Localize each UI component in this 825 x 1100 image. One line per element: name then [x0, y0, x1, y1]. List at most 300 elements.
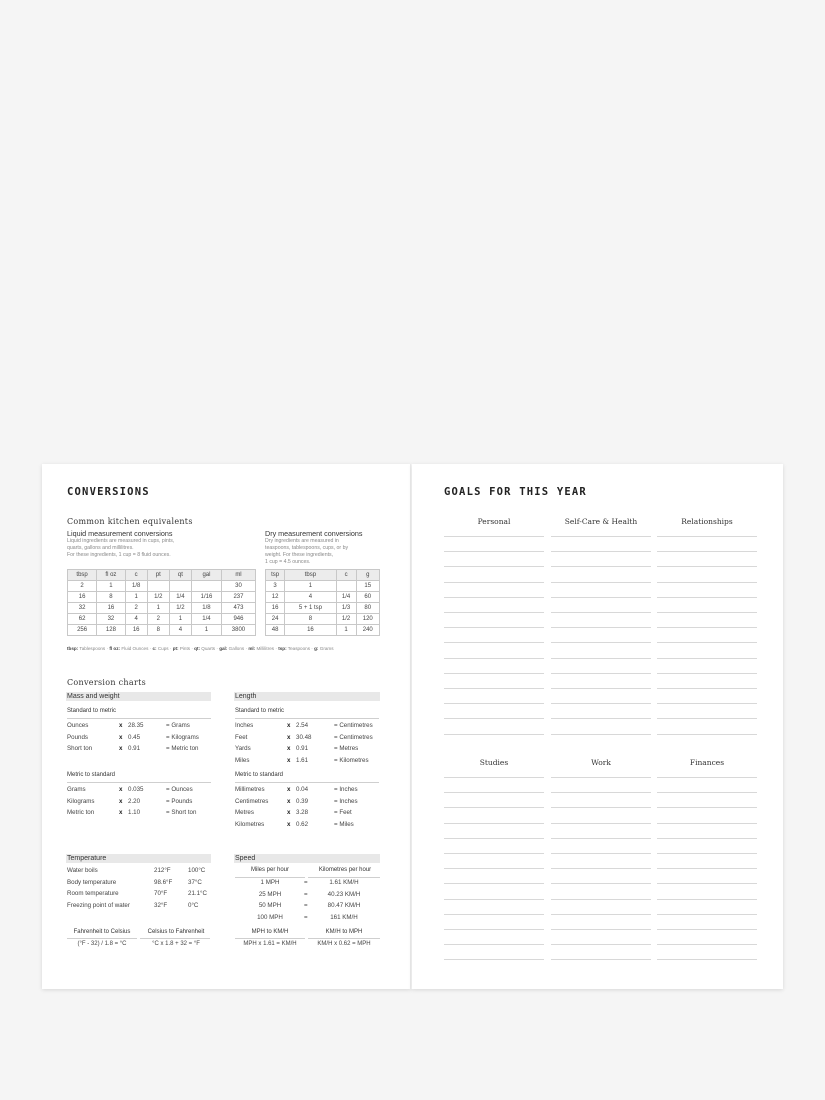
unit-from: Metres: [235, 809, 254, 816]
legend-item: pt: Pints: [172, 646, 191, 651]
goal-column-heading: Personal: [477, 517, 511, 526]
liquid-table-row: [68, 603, 256, 614]
goal-line: [551, 551, 651, 552]
goal-line: [657, 807, 757, 808]
unit-to: = Feet: [334, 809, 352, 816]
equals-sign: =: [304, 879, 308, 886]
dry-table-cell: [336, 581, 356, 592]
goal-line: [657, 823, 757, 824]
temp-f: 32°F: [154, 901, 168, 909]
goal-line: [551, 734, 651, 735]
equals-sign: =: [304, 902, 308, 909]
goal-line: [551, 944, 651, 945]
multiply-sign: x: [287, 797, 291, 805]
unit-from: Feet: [235, 733, 248, 741]
multiply-sign: x: [287, 786, 291, 793]
temp-c: 21.1°C: [188, 890, 207, 897]
unit-from: Grams: [67, 786, 86, 793]
unit-from: Metric ton: [67, 809, 95, 816]
factor: 28.35: [128, 722, 144, 729]
divider: [140, 938, 210, 939]
goal-line: [657, 642, 757, 643]
goal-line: [657, 914, 757, 915]
unit-to: = Pounds: [166, 797, 193, 805]
liquid-table-cell: 1: [97, 581, 125, 592]
goal-line: [551, 582, 651, 583]
dry-table-cell: 240: [356, 625, 379, 636]
liquid-table-row: [68, 614, 256, 625]
goal-column-heading: Relationships: [681, 517, 733, 526]
goal-line: [444, 823, 544, 824]
speed-col-mph: Miles per hour: [250, 867, 289, 873]
goal-column-heading: Studies: [479, 758, 509, 767]
liquid-table-cell: 237: [221, 592, 255, 603]
temp-f: 70°F: [154, 890, 168, 897]
temp-f: 212°F: [154, 867, 171, 874]
factor: 0.39: [296, 797, 309, 805]
length-std-to-metric-label: Standard to metric: [235, 708, 285, 714]
dry-note-line: Dry ingredients are measured in: [265, 538, 339, 544]
c2f-label: Celsius to Fahrenheit: [147, 929, 205, 935]
unit-from: Pounds: [67, 733, 88, 741]
unit-to: = Kilograms: [166, 733, 199, 741]
dry-table-cell: 15: [356, 581, 379, 592]
liquid-table-row: [68, 592, 256, 603]
liquid-table-header-row: [68, 570, 256, 581]
legend-item: qt: Quarts: [194, 646, 216, 651]
c2f-formula: °C x 1.8 + 32 = °F: [152, 941, 200, 947]
liquid-table-cell: [147, 581, 169, 592]
goal-line: [444, 582, 544, 583]
legend-abbr: ml:: [248, 646, 256, 651]
goal-line: [444, 718, 544, 719]
dry-note: [265, 538, 348, 566]
unit-to: = Inches: [334, 797, 358, 805]
goal-line: [657, 899, 757, 900]
goal-line: [444, 734, 544, 735]
goal-line: [444, 642, 544, 643]
multiply-sign: x: [119, 786, 123, 793]
liquid-table-cell: 1: [147, 603, 169, 614]
goal-line: [657, 582, 757, 583]
liquid-table-cell: 473: [221, 603, 255, 614]
temp-label: Room temperature: [67, 890, 119, 897]
legend-abbr: tsp:: [278, 646, 287, 651]
legend-abbr: g:: [314, 646, 319, 651]
multiply-sign: x: [119, 809, 123, 816]
liquid-table-cell: 1/16: [191, 592, 221, 603]
liquid-table-cell: 1: [169, 614, 191, 625]
dry-note-line: teaspoons, tablespoons, cups, or by: [265, 545, 349, 551]
multiply-sign: x: [119, 733, 123, 741]
dry-table-row: [266, 614, 380, 625]
unit-from: Short ton: [67, 745, 93, 752]
liquid-table-cell: 16: [125, 625, 147, 636]
dry-table-cell: 1: [336, 625, 356, 636]
multiply-sign: x: [119, 745, 123, 752]
goal-line: [657, 944, 757, 945]
unit-from: Kilometres: [235, 820, 265, 828]
unit-from: Miles: [235, 756, 250, 764]
goal-line: [444, 868, 544, 869]
temp-c: 100°C: [188, 867, 206, 874]
goal-line: [444, 792, 544, 793]
goal-line: [551, 658, 651, 659]
dry-table-cell: 4: [285, 592, 336, 603]
legend-item: c: Cups: [152, 646, 169, 651]
unit-to: = Metric ton: [166, 745, 199, 752]
unit-to: = Centimetres: [334, 722, 373, 729]
goal-line: [551, 536, 651, 537]
kitchen-equivalents-heading: Common kitchen equivalents: [67, 517, 193, 526]
liquid-table-header-cell: gal: [191, 570, 221, 581]
unit-to: = Inches: [334, 786, 358, 793]
goal-column-heading: Self-Care & Health: [564, 517, 638, 526]
goal-line: [657, 612, 757, 613]
divider: [235, 718, 379, 719]
liquid-table-header-cell: tbsp: [68, 570, 97, 581]
mass-metric-to-std-label: Metric to standard: [67, 772, 116, 778]
goal-line: [444, 929, 544, 930]
legend-item: gal: Gallons: [219, 646, 245, 651]
f2c-formula: (°F - 32) / 1.8 = °C: [77, 941, 127, 947]
liquid-table-cell: 32: [97, 614, 125, 625]
goal-line: [657, 838, 757, 839]
goal-line: [551, 777, 651, 778]
goal-line: [444, 883, 544, 884]
goal-line: [551, 838, 651, 839]
abbreviation-legend: tbsp: Tablespoons · fl oz: Fluid Ounces · c: Cups · pt: Pints · qt: Quarts · gal: Gallons · ml: Millilitres · tsp: Teaspoons · g: Grams: [67, 646, 334, 651]
liquid-table-header-cell: ml: [221, 570, 255, 581]
liquid-table-cell: 2: [68, 581, 97, 592]
liquid-note-line: Liquid ingredients are measured in cups, pints,: [67, 538, 175, 544]
temp-c: 0°C: [188, 901, 199, 909]
goal-line: [551, 597, 651, 598]
liquid-note: [67, 538, 174, 559]
speed-kmh: 1.61 KM/H: [329, 879, 359, 886]
speed-mph: 100 MPH: [257, 913, 283, 921]
goal-line: [444, 944, 544, 945]
liquid-table-cell: 4: [169, 625, 191, 636]
liquid-table-row: [68, 625, 256, 636]
liquid-table-row: [68, 581, 256, 592]
goal-line: [551, 792, 651, 793]
equals-sign: =: [304, 913, 308, 921]
goal-line: [444, 627, 544, 628]
liquid-table-cell: 128: [97, 625, 125, 636]
goal-line: [551, 688, 651, 689]
page-title: CONVERSIONS: [67, 486, 150, 498]
liquid-table-header-cell: pt: [147, 570, 169, 581]
factor: 2.20: [128, 797, 141, 805]
goal-line: [551, 612, 651, 613]
unit-from: Yards: [235, 745, 251, 752]
legend-item: fl oz: Fluid Ounces: [109, 646, 149, 651]
divider: [235, 782, 379, 783]
unit-from: Millimetres: [235, 786, 265, 793]
liquid-table-cell: [169, 581, 191, 592]
temp-label: Freezing point of water: [67, 901, 130, 909]
goal-line: [657, 566, 757, 567]
dry-table-header-cell: tbsp: [285, 570, 336, 581]
unit-to: = Short ton: [166, 809, 197, 816]
dry-table-row: [266, 581, 380, 592]
goal-line: [444, 914, 544, 915]
multiply-sign: x: [287, 733, 291, 741]
liquid-table-cell: 8: [97, 592, 125, 603]
liquid-note-line: quarts, gallons and millilitres.: [67, 545, 134, 551]
goal-line: [657, 703, 757, 704]
goal-line: [444, 838, 544, 839]
dry-table-cell: 80: [356, 603, 379, 614]
speed-heading: Speed: [234, 854, 380, 863]
equals-sign: =: [304, 890, 308, 898]
goal-line: [657, 551, 757, 552]
goal-column-heading: Work: [591, 758, 611, 767]
goal-line: [551, 673, 651, 674]
dry-table-cell: 16: [285, 625, 336, 636]
temp-f: 98.6°F: [154, 878, 173, 886]
dry-table-cell: 60: [356, 592, 379, 603]
liquid-table-header-cell: c: [125, 570, 147, 581]
liquid-table-cell: 1/4: [169, 592, 191, 603]
goal-line: [551, 929, 651, 930]
mass-std-to-metric-label: Standard to metric: [67, 708, 117, 714]
factor: 0.91: [296, 745, 309, 752]
multiply-sign: x: [119, 797, 123, 805]
liquid-table-cell: 8: [147, 625, 169, 636]
multiply-sign: x: [287, 809, 291, 816]
legend-item: g: Grams: [314, 646, 334, 651]
goal-line: [657, 959, 757, 960]
goal-line: [657, 688, 757, 689]
dry-table-cell: 3: [266, 581, 285, 592]
speed-mph: 50 MPH: [258, 902, 282, 909]
factor: 2.54: [296, 722, 309, 729]
divider: [308, 938, 380, 939]
dry-table-cell: 8: [285, 614, 336, 625]
factor: 3.28: [296, 809, 309, 816]
goal-line: [657, 718, 757, 719]
multiply-sign: x: [287, 722, 291, 729]
factor: 0.04: [296, 786, 309, 793]
goal-line: [444, 688, 544, 689]
liquid-table-cell: 1/2: [147, 592, 169, 603]
goal-line: [551, 627, 651, 628]
goal-line: [444, 807, 544, 808]
dry-table-cell: 24: [266, 614, 285, 625]
goals-page: [412, 464, 783, 989]
dry-table-cell: 16: [266, 603, 285, 614]
legend-item: tsp: Teaspoons: [278, 646, 311, 651]
liquid-table-cell: 16: [68, 592, 97, 603]
divider: [235, 938, 305, 939]
liquid-table-cell: 1: [191, 625, 221, 636]
goal-line: [551, 868, 651, 869]
unit-to: = Ounces: [166, 786, 193, 793]
goal-line: [657, 658, 757, 659]
liquid-table-cell: 1/8: [191, 603, 221, 614]
liquid-table-cell: 62: [68, 614, 97, 625]
mph-formula: MPH x 1.61 = KM/H: [243, 941, 297, 947]
kmh-formula: KM/H x 0.62 = MPH: [317, 941, 371, 947]
goal-line: [657, 853, 757, 854]
goal-line: [551, 718, 651, 719]
dry-heading: Dry measurement conversions: [265, 529, 363, 538]
unit-to: = Grams: [166, 722, 190, 729]
liquid-table-cell: [191, 581, 221, 592]
goal-line: [551, 959, 651, 960]
conversion-charts-heading: Conversion charts: [67, 678, 146, 687]
unit-to: = Kilometres: [334, 756, 369, 764]
dry-table-row: [266, 592, 380, 603]
liquid-note-line: For these ingredients, 1 cup = 8 fluid ounces.: [67, 552, 171, 558]
length-heading: Length: [234, 692, 380, 701]
temp-c: 37°C: [188, 878, 202, 886]
f2c-label: Fahrenheit to Celsius: [73, 929, 131, 935]
divider: [67, 782, 211, 783]
dry-table-cell: 1/4: [336, 592, 356, 603]
goal-line: [551, 566, 651, 567]
dry-table-cell: 1: [285, 581, 336, 592]
liquid-table-cell: 16: [97, 603, 125, 614]
dry-table-cell: 5 + 1 tsp: [285, 603, 336, 614]
mass-weight-heading: Mass and weight: [66, 692, 211, 701]
goal-line: [444, 551, 544, 552]
dry-table-header-cell: c: [336, 570, 356, 581]
goal-line: [551, 899, 651, 900]
goal-line: [551, 853, 651, 854]
goal-line: [444, 959, 544, 960]
dry-note-line: 1 cup = 4.5 ounces.: [265, 559, 311, 565]
length-metric-to-std-label: Metric to standard: [235, 772, 284, 778]
temperature-heading: Temperature: [66, 854, 211, 863]
dry-table-cell: 1/3: [336, 603, 356, 614]
unit-from: Centimetres: [235, 797, 269, 805]
dry-table-row: [266, 603, 380, 614]
multiply-sign: x: [287, 745, 291, 752]
goal-line: [444, 703, 544, 704]
factor: 1.10: [128, 809, 141, 816]
speed-mph: 25 MPH: [258, 890, 282, 898]
legend-abbr: c:: [152, 646, 157, 651]
goal-line: [657, 597, 757, 598]
legend-abbr: pt:: [172, 646, 179, 651]
speed-kmh: 40.23 KM/H: [327, 890, 361, 898]
goal-line: [657, 734, 757, 735]
dry-table-header-cell: tsp: [266, 570, 285, 581]
goal-line: [657, 883, 757, 884]
speed-kmh: 161 KM/H: [330, 913, 358, 921]
speed-col-kmh: Kilometres per hour: [318, 867, 372, 873]
goal-line: [657, 627, 757, 628]
goal-line: [657, 929, 757, 930]
goal-column-heading: Finances: [689, 758, 725, 767]
goal-line: [657, 536, 757, 537]
goal-line: [657, 777, 757, 778]
multiply-sign: x: [287, 756, 291, 764]
dry-table-cell: 1/2: [336, 614, 356, 625]
dry-table-header-cell: g: [356, 570, 379, 581]
legend-abbr: qt:: [194, 646, 201, 651]
goal-line: [444, 899, 544, 900]
multiply-sign: x: [119, 722, 123, 729]
goal-line: [551, 807, 651, 808]
unit-from: Ounces: [67, 722, 89, 729]
dry-note-line: weight. For these ingredients,: [265, 552, 334, 558]
liquid-table-cell: 1/4: [191, 614, 221, 625]
goal-line: [657, 792, 757, 793]
divider: [308, 877, 380, 878]
kmh-label: KM/H to MPH: [325, 929, 363, 935]
unit-to: = Centimetres: [334, 733, 373, 741]
temp-label: Water boils: [67, 867, 98, 874]
divider: [235, 877, 305, 878]
goal-line: [551, 883, 651, 884]
goal-line: [551, 703, 651, 704]
unit-to: = Metres: [334, 745, 359, 752]
liquid-table-cell: 32: [68, 603, 97, 614]
legend-abbr: tbsp:: [67, 646, 79, 651]
goal-line: [551, 823, 651, 824]
legend-item: tbsp: Tablespoons: [67, 646, 106, 651]
legend-abbr: gal:: [219, 646, 228, 651]
liquid-table-cell: 946: [221, 614, 255, 625]
dry-table-cell: 120: [356, 614, 379, 625]
liquid-table-header-cell: qt: [169, 570, 191, 581]
divider: [67, 938, 137, 939]
liquid-table-cell: 2: [125, 603, 147, 614]
dry-conversion-table: [265, 569, 380, 636]
page-title: GOALS FOR THIS YEAR: [444, 486, 587, 498]
liquid-table-cell: 1/2: [169, 603, 191, 614]
goal-line: [444, 597, 544, 598]
goal-line: [551, 914, 651, 915]
speed-kmh: 80.47 KM/H: [327, 902, 361, 909]
mph-label: MPH to KM/H: [251, 929, 289, 935]
unit-from: Kilograms: [67, 797, 95, 805]
goal-line: [657, 673, 757, 674]
liquid-table-header-cell: fl oz: [97, 570, 125, 581]
factor: 1.61: [296, 756, 309, 764]
unit-to: = Miles: [334, 820, 354, 828]
goal-line: [444, 612, 544, 613]
unit-from: Inches: [235, 722, 254, 729]
liquid-table-cell: 4: [125, 614, 147, 625]
multiply-sign: x: [287, 820, 291, 828]
factor: 0.91: [128, 745, 141, 752]
factor: 30.48: [296, 733, 312, 741]
dry-table-header-row: [266, 570, 380, 581]
legend-abbr: fl oz:: [109, 646, 121, 651]
liquid-table-cell: 2: [147, 614, 169, 625]
legend-item: ml: Millilitres: [248, 646, 275, 651]
dry-table-cell: 48: [266, 625, 285, 636]
liquid-table-cell: 256: [68, 625, 97, 636]
goal-line: [657, 868, 757, 869]
liquid-heading: Liquid measurement conversions: [67, 529, 173, 538]
liquid-table-cell: 30: [221, 581, 255, 592]
liquid-table-cell: 3800: [221, 625, 255, 636]
goal-line: [444, 673, 544, 674]
goal-line: [551, 642, 651, 643]
goal-line: [444, 566, 544, 567]
goal-line: [444, 777, 544, 778]
goal-line: [444, 536, 544, 537]
goal-line: [444, 853, 544, 854]
divider: [67, 718, 211, 719]
factor: 0.45: [128, 733, 141, 741]
